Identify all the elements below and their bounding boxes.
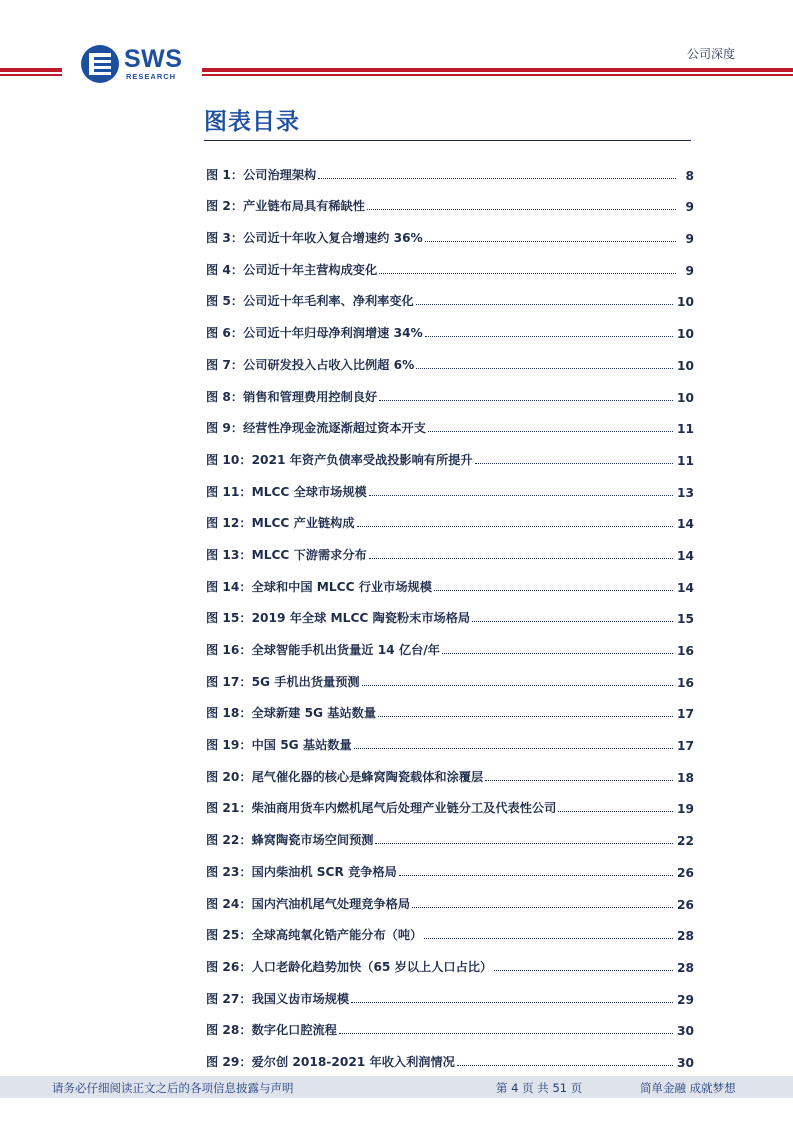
toc-leader-dots — [416, 368, 673, 369]
toc-label[interactable]: 图 14：全球和中国 MLCC 行业市场规模 — [206, 579, 432, 594]
toc-row[interactable] — [206, 341, 694, 373]
toc-page-number[interactable]: 28 — [677, 960, 694, 975]
toc-row[interactable] — [206, 246, 694, 278]
header-rule-left-thin — [0, 74, 62, 76]
footer-disclaimer: 请务必仔细阅读正文之后的各项信息披露与声明 — [52, 1081, 294, 1095]
toc-page-number[interactable]: 17 — [677, 707, 694, 722]
toc-page-number[interactable]: 11 — [677, 422, 694, 437]
toc-page-number[interactable]: 14 — [677, 548, 694, 563]
toc-page-number[interactable]: 10 — [677, 358, 694, 373]
toc-label[interactable]: 图 18：全球新建 5G 基站数量 — [206, 706, 377, 721]
toc-leader-dots — [375, 843, 673, 844]
toc-row[interactable] — [206, 1007, 694, 1039]
toc-label[interactable]: 图 12：MLCC 产业链构成 — [206, 516, 355, 531]
toc-leader-dots — [425, 336, 673, 337]
toc-page-number[interactable]: 17 — [677, 739, 694, 754]
toc-label[interactable]: 图 22：蜂窝陶瓷市场空间预测 — [206, 833, 374, 848]
toc-row[interactable] — [206, 816, 694, 848]
sws-logo — [80, 44, 190, 84]
toc-row[interactable] — [206, 848, 694, 880]
toc-page-number[interactable]: 10 — [677, 390, 694, 405]
toc-label[interactable]: 图 21：柴油商用货车内燃机尾气后处理产业链分工及代表性公司 — [206, 801, 557, 816]
toc-label[interactable]: 图 7：公司研发投入占收入比例超 6% — [206, 357, 415, 372]
page-title: 图表目录 — [204, 109, 300, 135]
toc-row[interactable] — [206, 785, 694, 817]
toc-label[interactable]: 图 5：公司近十年毛利率、净利率变化 — [206, 294, 414, 309]
toc-leader-dots — [367, 209, 676, 210]
toc-label[interactable]: 图 1：公司治理架构 — [206, 167, 317, 182]
toc-row[interactable] — [206, 943, 694, 975]
toc-leader-dots — [472, 621, 673, 622]
toc-row[interactable] — [206, 278, 694, 310]
toc-row[interactable] — [206, 468, 694, 500]
toc-page-number[interactable]: 13 — [677, 485, 694, 500]
toc-leader-dots — [369, 495, 673, 496]
toc-leader-dots — [318, 178, 676, 179]
toc-page-number[interactable]: 14 — [677, 580, 694, 595]
toc-label[interactable]: 图 8：销售和管理费用控制良好 — [206, 389, 378, 404]
toc-label[interactable]: 图 15：2019 年全球 MLCC 陶瓷粉末市场格局 — [206, 611, 471, 626]
title-divider — [204, 140, 691, 141]
toc-leader-dots — [339, 1033, 673, 1034]
toc-page-number[interactable]: 26 — [677, 865, 694, 880]
toc-leader-dots — [357, 526, 673, 527]
logo-text: SWS — [124, 45, 183, 73]
header-rule-right — [202, 68, 793, 72]
toc-leader-dots — [369, 558, 673, 559]
toc-leader-dots — [416, 304, 673, 305]
toc-row[interactable] — [206, 626, 694, 658]
toc-leader-dots — [485, 780, 673, 781]
toc-leader-dots — [379, 273, 676, 274]
page-footer — [0, 1076, 793, 1098]
toc-page-number[interactable]: 30 — [677, 1055, 694, 1070]
toc-label[interactable]: 图 23：国内柴油机 SCR 竞争格局 — [206, 864, 397, 879]
toc-label[interactable]: 图 19：中国 5G 基站数量 — [206, 738, 352, 753]
toc-row[interactable] — [206, 373, 694, 405]
toc-label[interactable]: 图 25：全球高纯氧化锆产能分布（吨） — [206, 928, 423, 943]
toc-label[interactable]: 图 27：我国义齿市场规模 — [206, 991, 350, 1006]
toc-leader-dots — [362, 685, 673, 686]
toc-label[interactable]: 图 13：MLCC 下游需求分布 — [206, 547, 367, 562]
toc-label[interactable]: 图 16：全球智能手机出货量近 14 亿台/年 — [206, 643, 440, 657]
toc-page-number[interactable]: 15 — [677, 612, 694, 627]
toc-page-number[interactable]: 22 — [677, 834, 694, 849]
toc-page-number[interactable]: 26 — [677, 897, 694, 912]
toc-label[interactable]: 图 10：2021 年资产负债率受战投影响有所提升 — [206, 452, 473, 467]
toc-leader-dots — [425, 241, 676, 242]
toc-leader-dots — [457, 1065, 673, 1066]
toc-row[interactable] — [206, 753, 694, 785]
toc-row[interactable] — [206, 436, 694, 468]
toc-row[interactable] — [206, 880, 694, 912]
toc-page-number[interactable]: 19 — [677, 802, 694, 817]
toc-label[interactable]: 图 20：尾气催化器的核心是蜂窝陶瓷载体和涂覆层 — [206, 769, 484, 784]
toc-label[interactable]: 图 4：公司近十年主营构成变化 — [206, 262, 378, 277]
toc-row[interactable] — [206, 214, 694, 246]
toc-page-number[interactable]: 9 — [685, 232, 694, 247]
toc-row[interactable] — [206, 309, 694, 341]
report-type-tag: 公司深度 — [686, 47, 735, 61]
toc-row[interactable] — [206, 912, 694, 944]
toc-leader-dots — [494, 970, 673, 971]
toc-page-number[interactable]: 16 — [677, 675, 694, 690]
toc-page-number[interactable]: 14 — [677, 517, 694, 532]
toc-row[interactable] — [206, 658, 694, 690]
toc-label[interactable]: 图 3：公司近十年收入复合增速约 36% — [206, 231, 423, 246]
toc-row[interactable] — [206, 183, 694, 215]
page-header — [0, 0, 793, 90]
toc-page-number[interactable]: 30 — [677, 1024, 694, 1039]
toc-page-number[interactable]: 16 — [677, 644, 694, 658]
toc-label[interactable]: 图 6：公司近十年归母净利润增速 34% — [206, 326, 423, 341]
toc-label[interactable]: 图 26：人口老龄化趋势加快（65 岁以上人口占比） — [206, 959, 493, 974]
toc-leader-dots — [399, 875, 673, 876]
toc-leader-dots — [379, 400, 673, 401]
figure-list — [206, 151, 694, 1070]
toc-page-number[interactable]: 18 — [677, 770, 694, 785]
toc-leader-dots — [412, 907, 673, 908]
toc-row[interactable] — [206, 690, 694, 722]
logo-subtext: RESEARCH — [126, 72, 177, 81]
toc-leader-dots — [354, 748, 673, 749]
toc-leader-dots — [475, 463, 673, 464]
toc-leader-dots — [442, 653, 673, 654]
toc-row[interactable] — [206, 1038, 694, 1070]
toc-label[interactable]: 图 28：数字化口腔流程 — [206, 1023, 337, 1038]
toc-row[interactable] — [206, 531, 694, 563]
toc-label[interactable]: 图 24：国内汽油机尾气处理竞争格局 — [206, 896, 411, 911]
toc-label[interactable]: 图 9：经营性净现金流逐渐超过资本开支 — [206, 421, 426, 436]
toc-leader-dots — [434, 590, 673, 591]
toc-row[interactable] — [206, 721, 694, 753]
toc-label[interactable]: 图 11：MLCC 全球市场规模 — [206, 484, 367, 499]
toc-row[interactable] — [206, 405, 694, 437]
toc-leader-dots — [428, 431, 673, 432]
header-rule-right-thin — [202, 74, 793, 76]
toc-page-number[interactable]: 10 — [677, 327, 694, 342]
toc-leader-dots — [378, 716, 673, 717]
toc-page-number[interactable]: 9 — [685, 263, 694, 278]
toc-label[interactable]: 图 2：产业链布局具有稀缺性 — [206, 199, 365, 214]
footer-page-info: 第 4 页 共 51 页 — [496, 1081, 583, 1095]
toc-row[interactable] — [206, 975, 694, 1007]
toc-page-number[interactable]: 9 — [685, 200, 694, 215]
toc-page-number[interactable]: 28 — [677, 929, 694, 944]
footer-slogan: 简单金融 成就梦想 — [640, 1081, 736, 1095]
toc-row[interactable] — [206, 595, 694, 627]
toc-page-number[interactable]: 11 — [677, 453, 694, 468]
toc-leader-dots — [351, 1002, 673, 1003]
toc-leader-dots — [424, 938, 673, 939]
sws-logo-icon — [80, 44, 120, 84]
toc-page-number[interactable]: 8 — [685, 168, 694, 183]
toc-page-number[interactable]: 29 — [677, 992, 694, 1007]
toc-page-number[interactable]: 10 — [677, 295, 694, 310]
toc-leader-dots — [558, 811, 673, 812]
toc-label[interactable]: 图 17：5G 手机出货量预测 — [206, 674, 360, 689]
toc-row[interactable] — [206, 563, 694, 595]
toc-label[interactable]: 图 29：爱尔创 2018-2021 年收入利润情况 — [206, 1054, 455, 1069]
toc-row[interactable] — [206, 500, 694, 532]
header-rule-left — [0, 68, 62, 72]
toc-row[interactable] — [206, 151, 694, 183]
